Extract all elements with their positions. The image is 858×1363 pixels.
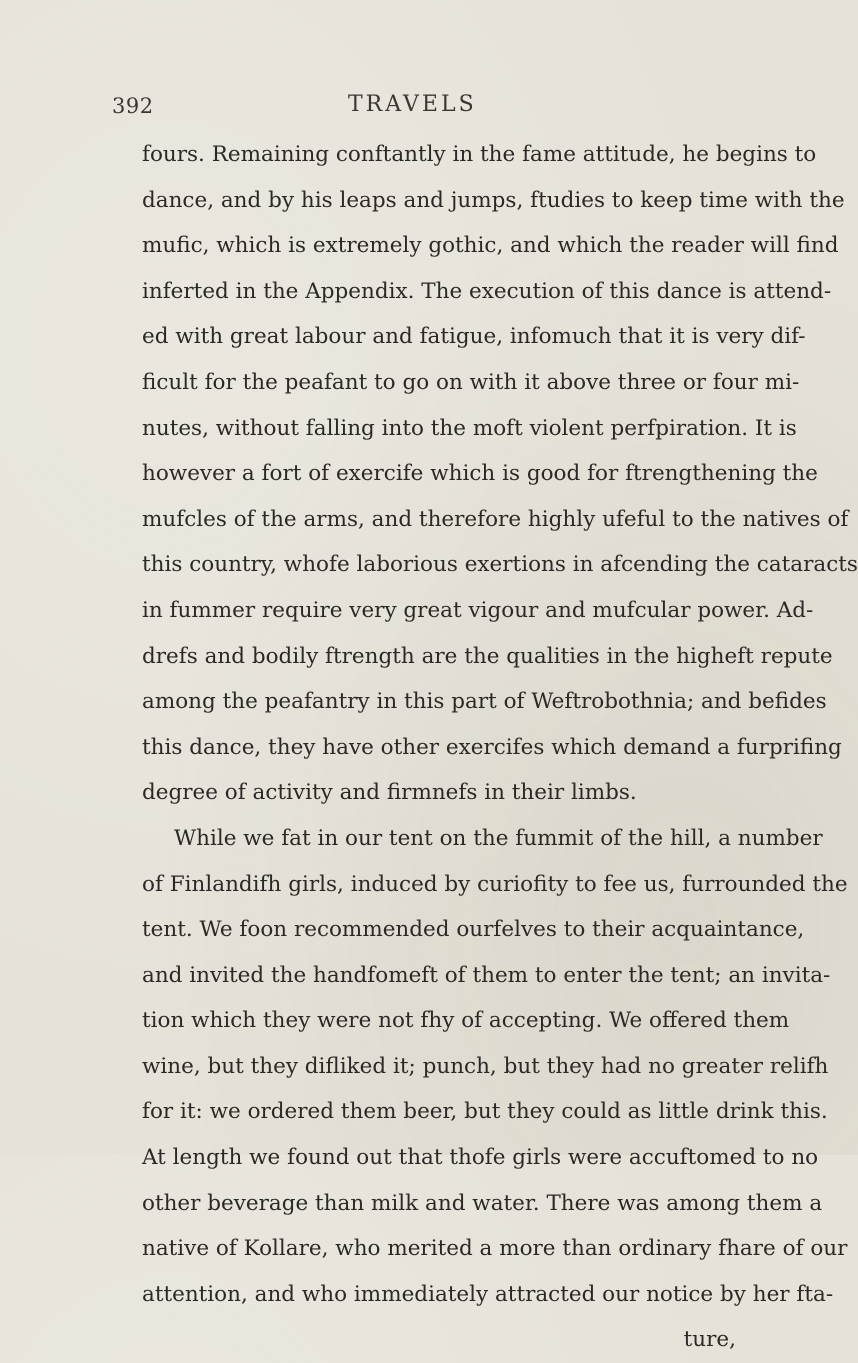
running-title: TRAVELS	[348, 92, 477, 117]
text-line: native of Kollare, who merited a more than ordinary fhare of our	[142, 1236, 848, 1262]
page-header	[112, 94, 752, 124]
text-line: and invited the handfomeft of them to enter the tent; an invita-	[142, 962, 831, 988]
text-line: for it: we ordered them beer, but they could as little drink this.	[142, 1099, 828, 1125]
text-line: tent. We foon recommended ourfelves to their acquaintance,	[142, 917, 805, 943]
text-line: While we fat in our tent on the fummit of the hill, a number	[174, 825, 823, 851]
text-line: attention, and who immediately attracted our notice by her fta-	[142, 1281, 834, 1307]
catchword: ture,	[683, 1327, 736, 1353]
text-line: nutes, without falling into the moft violent perfpiration. It is	[142, 415, 797, 441]
text-line: fours. Remaining conftantly in the fame attitude, he begins to	[142, 142, 817, 167]
text-line: mufic, which is extremely gothic, and which the reader will find	[142, 233, 839, 259]
text-line: mufcles of the arms, and therefore highly ufeful to the natives of	[142, 506, 849, 532]
text-line: drefs and bodily ftrength are the qualities in the higheft repute	[142, 643, 833, 669]
text-line: dance, and by his leaps and jumps, ftudies to keep time with the	[142, 187, 845, 213]
text-line: ficult for the peafant to go on with it above three or four mi-	[142, 369, 800, 395]
text-line: degree of activity and firmnefs in their limbs.	[142, 780, 637, 806]
text-line: this country, whofe laborious exertions in afcending the cataracts	[142, 552, 858, 578]
text-line: among the peafantry in this part of Weftrobothnia; and befides	[142, 689, 827, 715]
page-number: 392	[112, 94, 154, 118]
text-line: in fummer require very great vigour and mufcular power. Ad-	[142, 597, 814, 623]
text-line: tion which they were not fhy of accepting. We offered them	[142, 1008, 790, 1034]
body-text	[142, 132, 858, 1363]
text-line: wine, but they difliked it; punch, but they had no greater relifh	[142, 1053, 829, 1079]
text-line: this dance, they have other exercifes which demand a furprifing	[142, 734, 842, 760]
text-line: of Finlandifh girls, induced by curiofity to fee us, furrounded the	[142, 871, 848, 897]
text-line: inferted in the Appendix. The execution of this dance is attend-	[142, 278, 832, 304]
text-line: At length we found out that thofe girls were accuftomed to no	[142, 1145, 819, 1171]
text-line: however a fort of exercife which is good for ftrengthening the	[142, 461, 818, 487]
text-line: other beverage than milk and water. There was among them a	[142, 1190, 823, 1216]
text-line: ed with great labour and fatigue, infomuch that it is very dif-	[142, 324, 806, 350]
